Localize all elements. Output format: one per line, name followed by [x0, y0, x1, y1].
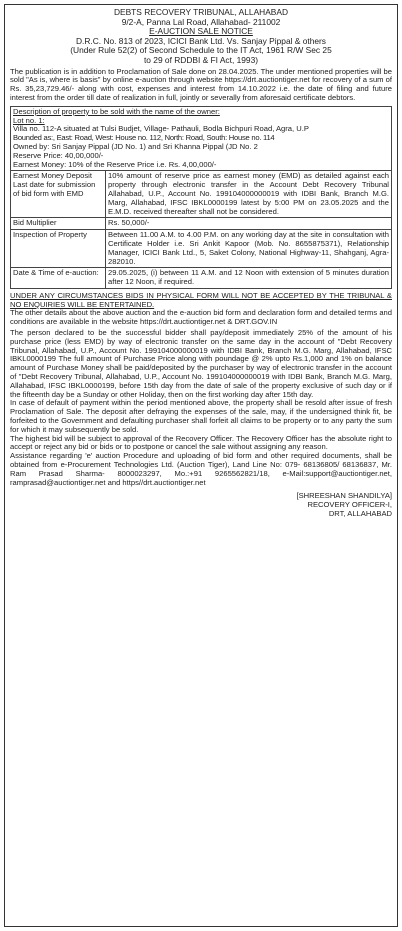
notice-header: [10, 8, 392, 66]
table-row: [11, 230, 392, 268]
notice-title: E-AUCTION SALE NOTICE: [149, 26, 253, 37]
highest-bid-paragraph: The highest bid will be subject to approval of the Recovery Officer. The Recovery Officer has the absolute right to accept or reject any bid or bids or to postpone or cancel the sale without assigning any reason.: [10, 433, 392, 452]
case-reference: D.R.C. No. 813 of 2023, ICICI Bank Ltd. Vs. Sanjay Pippal & others: [76, 35, 326, 46]
rule-reference: (Under Rule 52(2) of Second Schedule to the IT Act, 1961 R/W Sec 25: [70, 45, 332, 56]
property-heading: Description of property to be sold with the name of the owner:: [13, 106, 220, 116]
intro-paragraph: The publication is in addition to Proclamation of Sale done on 28.04.2025. The under mentioned properties will be sold "As is, where is basis" by online e-auction through website https://drt.auctiontiger.net for recovery of a sum of Rs. 35,23,729.46/- along with cost, expenses and interest from 14.10.2022 i.e. the date of filing and future interest from the order till date of realization in full, jointly or severally from aforesaid certificate debtors.: [10, 66, 392, 102]
table-row: [11, 218, 392, 230]
rule-reference-cont: to 29 of RDDBI & FI Act, 1993): [143, 54, 259, 65]
tribunal-name: DEBTS RECOVERY TRIBUNAL, ALLAHABAD: [113, 7, 289, 17]
payment-paragraph: The person declared to be the successful bidder shall pay/deposit immediately 25% of the amount of his purchase price (less EMD) by way of electronic transfer on the same day in the account of "Debt Recovery Tribunal, Allahabad, U.P., Account No. 199104000000019 with IDBI Bank, Branch M.G. Marg, Allahabad, IFSC IBKL0000199 The full amount of Purchase Price along with poundage @ 2% upto Rs.1,000 and 1% on balance amount of Purchase Money shall be paid/deposited by the purchaser by way of electronic transfer in the account of "Debt Recovery Tribunal, Allahabad, U.P., Account No. 199104000000019 with IDBI Bank, Branch M.G. Marg, Allahabad, IFSC IBKL0000199, before 15th day from the date of sale of the property exclusive of such day or if the fifteenth day be a Sunday or other Holiday, then on the first working day after 15th day.: [10, 328, 392, 399]
auction-notice: [4, 4, 398, 927]
lot-number: Lot no. 1:: [13, 115, 45, 125]
row-label: Earnest Money Deposit Last date for submission of bid form with EMD: [11, 171, 106, 218]
row-label: Date & Time of e-auction:: [11, 268, 106, 289]
row-label: Bid Multiplier: [11, 218, 106, 230]
table-row: [11, 268, 392, 289]
property-boundaries: Bounded as:, East: Road, West: House no. 112, North: Road, South: House no. 114: [13, 133, 275, 143]
property-description-row: [11, 106, 392, 171]
earnest-money: Earnest Money: 10% of the Reserve Price i.e. Rs. 4,00,000/-: [13, 159, 217, 169]
property-address: Villa no. 112-A situated at Tulsi Budjet, Village- Pathauli, Bodla Bichpuri Road, Agra, U.P: [13, 124, 309, 134]
row-value: 29.05.2025, (i) between 11 A.M. and 12 Noon with extension of 5 minutes duration after 12 Noon, if required.: [106, 268, 392, 289]
row-label: Inspection of Property: [11, 230, 106, 268]
default-paragraph: In case of default of payment within the period mentioned above, the property shall be resold after issue of fresh Proclamation of Sale. The deposit after defraying the expenses of the sale, may, if the undersigned think fit, be forfeited to the Government and defaulting purchaser shall forfeit all claims to be property or to any party the sum for which it may subsequently be sold.: [10, 398, 392, 434]
officer-office: DRT, ALLAHABAD: [328, 509, 392, 519]
property-table: [10, 106, 392, 289]
reserve-price: Reserve Price: 40,00,000/-: [13, 150, 104, 160]
officer-title: RECOVERY OFFICER-I,: [307, 500, 392, 510]
row-value: 10% amount of reserve price as earnest money (EMD) as detailed against each property through electronic transfer in the Account Debt Recovery Tribunal Allahabad, U.P., Account No. 199104000000019 with IDBI Bank, Branch M.G. Marg, Allahabad, IFSC IBKL0000199 latest by 5:00 PM on 23.05.2025 and the E.M.D. received thereafter shall not be considered.: [106, 171, 392, 218]
details-paragraph: The other details about the above auction and the e-auction bid form and declaration form and detailed terms and conditions are available in the website https://drt.auctiontiger.net & DRT.GOV.IN: [10, 308, 392, 327]
property-description-cell: [11, 106, 392, 171]
row-value: Between 11.00 A.M. to 4.00 P.M. on any working day at the site in consultation with Certificate Holder i.e. Sri Ankit Kapoor (Mob. No. 8655875371), Relationship Manager, ICICI Bank Ltd., 5, Saket Colony, National Highway-11, Shahganj, Agra- 282010.: [106, 230, 392, 268]
signature-block: [10, 491, 392, 518]
tribunal-address: 9/2-A, Panna Lal Road, Allahabad- 211002: [121, 16, 281, 27]
property-owner: Owned by: Sri Sanjay Pippal (JD No. 1) and Sri Khanna Pippal (JD No. 2: [13, 141, 258, 151]
table-row: [11, 171, 392, 218]
row-value: Rs. 50,000/-: [106, 218, 392, 230]
physical-bid-warning: UNDER ANY CIRCUMSTANCES BIDS IN PHYSICAL FORM WILL NOT BE ACCEPTED BY THE TRIBUNAL & NO ENQUIRIES WILL BE ENTERTAINED.: [10, 290, 392, 309]
officer-name: [SHREESHAN SHANDILYA]: [296, 491, 392, 501]
assistance-paragraph: Assistance regarding 'e' auction Procedure and uploading of bid form and other required documents, shall be obtained from e-Procurement Technologies Ltd. (Auction Tiger), Land Line No: 079- 68136805/ 68136837, Mr. Ram Prasad Sharma- 8000023297, Mo.:+91 9265562821/18, e-Mail:support@auctiontiger.net, ramprasad@auctiontiger.net and https//drt.auctiontiger.net: [10, 451, 392, 487]
